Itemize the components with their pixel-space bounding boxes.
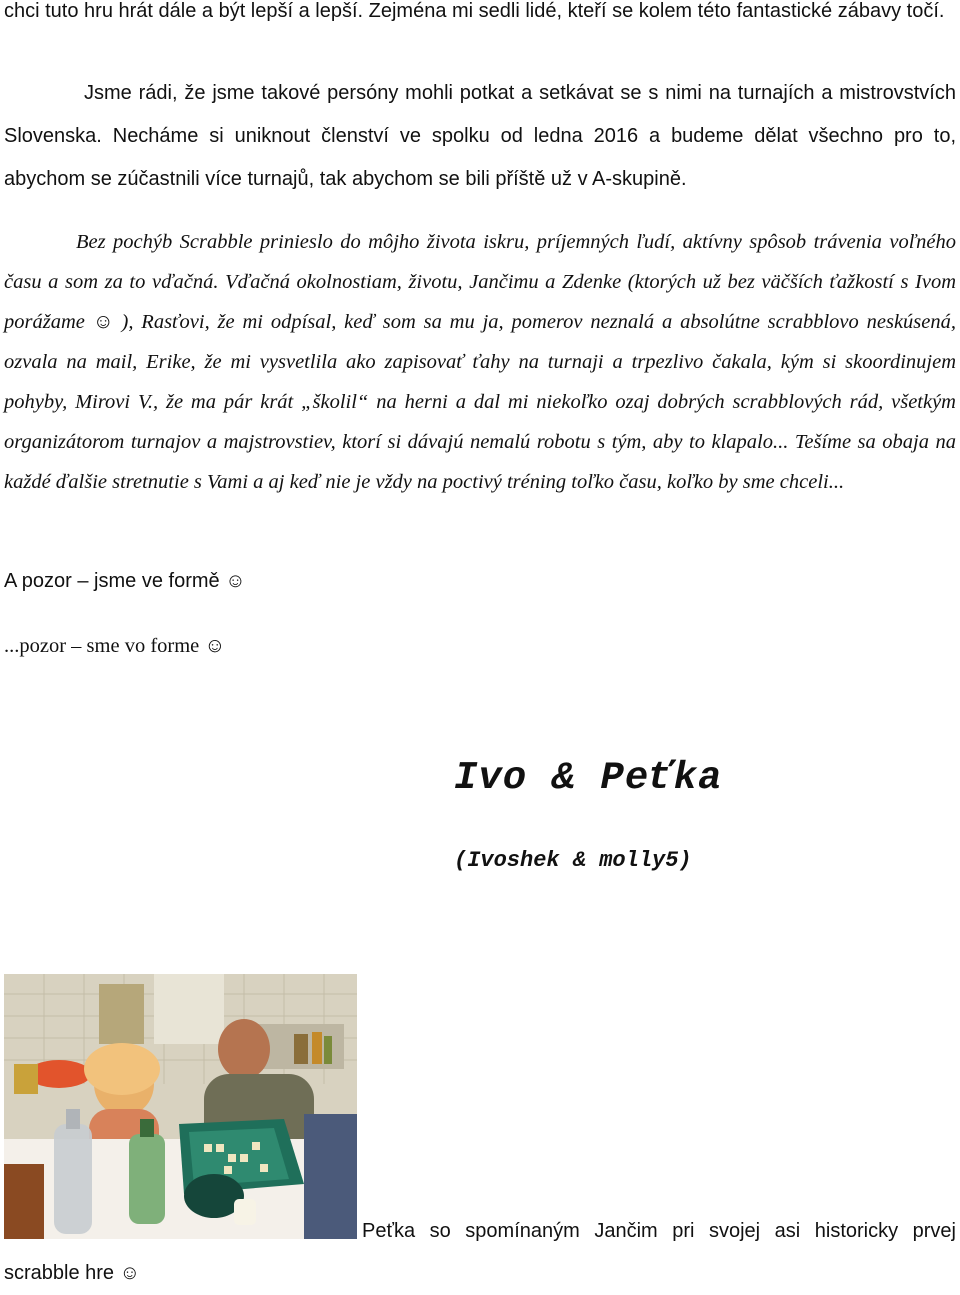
photo-caption-line1: Peťka so spomínaným Jančim pri svojej asi historicky prvej xyxy=(362,1220,956,1242)
paragraph-slovak-thanks: Bez pochýb Scrabble prinieslo do môjho života iskru, príjemných ľudí, aktívny spôsob trávenia voľného času a som za to vďačná. Vďačná okolnostiam, životu, Jančimu a Zdenke (ktorých už bez väčších ťažkostí s Ivom porážame ☺ ), Rasťovi, že mi odpísal, keď som sa mu ja, pomerov neznalá a absolútne scrabblovo neskúsená, ozvala na mail, Erike, že mi vysvetlila ako zapisovať ťahy na turnaji a trpezlivo čakala, kým si skoordinujem pohyby, Mirovi V., že ma pár krát „školil“ na herni a dal mi niekoľko ozaj dobrých scrabblových rád, všetkým organizátorom turnajov a majstrovstiev, ktorí si dávajú nemalú robotu s tým, aby to klapalo... Tešíme sa obaja na každé ďalšie stretnutie s Vami a aj keď nie je vždy na poctivý tréning toľko času, koľko by sme chceli... xyxy=(4,231,956,493)
paragraph-czech-intro-end: chci tuto hru hrát dále a být lepší a lepší. Zejména mi sedli lidé, kteří se kolem této fantastické zábavy točí. xyxy=(4,0,945,22)
paragraph-czech-thanks: Jsme rádi, že jsme takové persóny mohli potkat a setkávat se s nimi na turnajích a mistrovstvích Slovenska. Necháme si uniknout členství ve spolku od ledna 2016 a budeme dělat všechno pro to, abychom se zúčastnili více turnajů, tak abychom se bili příště už v A-skupině. xyxy=(4,82,956,190)
signature-subtitle: (Ivoshek & molly5) xyxy=(454,848,692,873)
pozor-czech: A pozor – jsme ve formě ☺ xyxy=(4,570,246,592)
scrabble-game-photo xyxy=(4,974,357,1239)
signature-title: Ivo & Peťka xyxy=(454,756,723,800)
photo-caption-line2: scrabble hre ☺ xyxy=(4,1262,141,1284)
pozor-slovak: ...pozor – sme vo forme ☺ xyxy=(4,635,226,657)
